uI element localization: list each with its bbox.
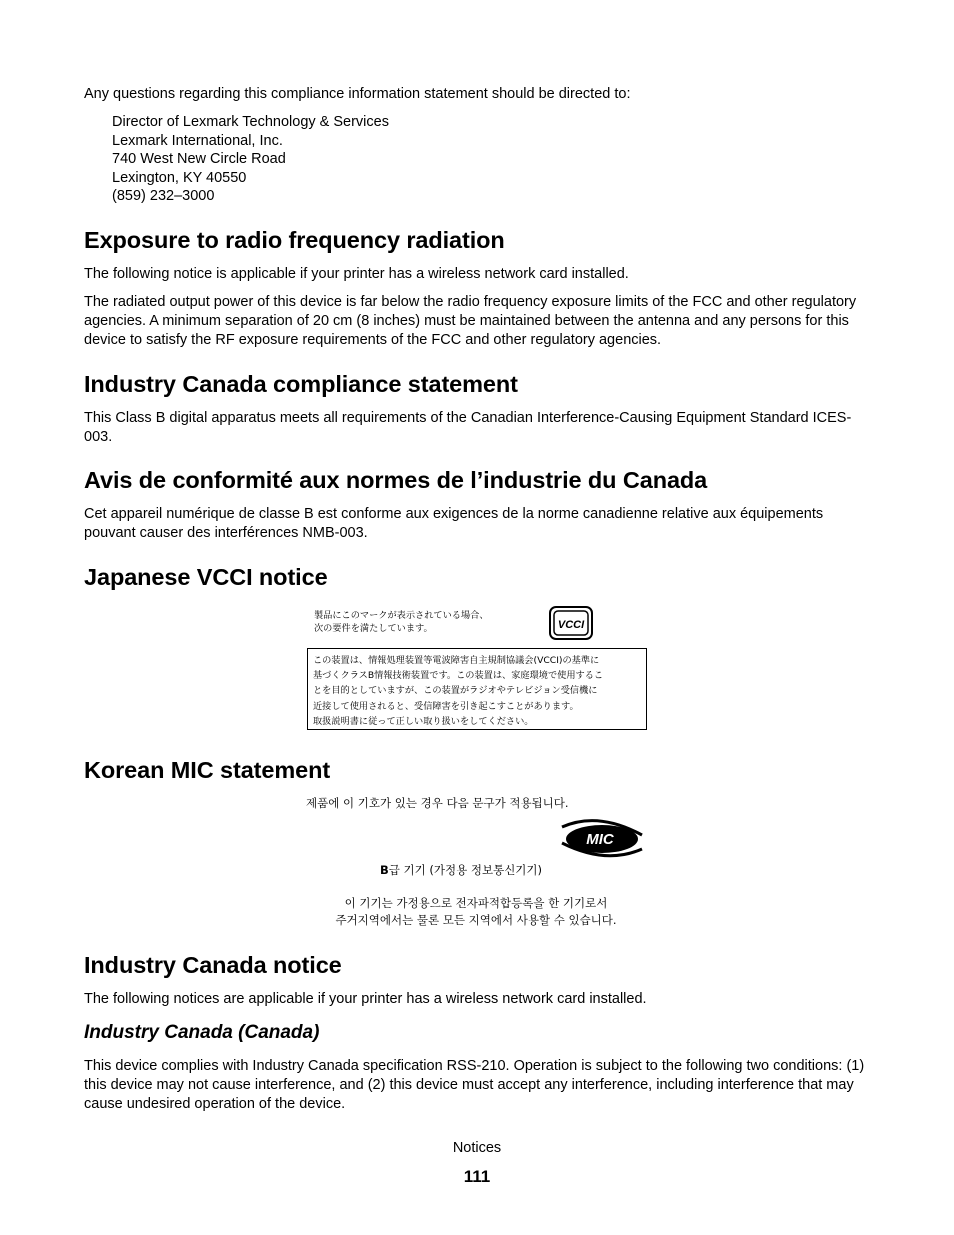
- mic-heading: Korean MIC statement: [84, 757, 331, 783]
- ic-notice-paragraph: The following notices are applicable if your printer has a wireless network card installed.: [84, 991, 647, 1007]
- ic-compliance-heading: Industry Canada compliance statement: [84, 371, 518, 397]
- avis-paragraph: Cet appareil numérique de classe B est conforme aux exigences de la norme canadienne relative aux équipements pouvant causer des interférences NMB-003.: [84, 506, 824, 541]
- rf-paragraph-2: The radiated output power of this device is far below the radio frequency exposure limits of the FCC and other regulatory agencies. A minimum separation of 20 cm (8 inches) must be maintained between the antenna and any persons for this device to satisfy the RF exposure requirements of the FCC and other regulatory agencies.: [84, 294, 857, 348]
- vcci-caption-line: 次の要件を満たしています。: [314, 622, 433, 634]
- address-line: Lexington, KY 40550: [112, 169, 247, 186]
- vcci-notice-box: [307, 648, 647, 730]
- mic-line-1: 제품에 이 기호가 있는 경우 다음 문구가 적용됩니다.: [306, 796, 569, 810]
- address-line: (859) 232–3000: [112, 188, 215, 205]
- mic-class-text: 급 기기 (가정용 정보통신기기): [388, 863, 543, 877]
- vcci-logo-text: VCCI: [557, 619, 585, 631]
- mic-line-3: [306, 895, 646, 929]
- mic-line-2: [380, 862, 542, 878]
- vcci-box-line: 基づくクラスB情報技術装置です。この装置は、家庭環境で使用するこ: [313, 670, 604, 682]
- ic-notice-heading: Industry Canada notice: [84, 952, 342, 978]
- address-line: Director of Lexmark Technology & Services: [112, 114, 389, 130]
- mic-line-3a: 이 기기는 가정용으로 전자파적합등록을 한 기기로서: [344, 896, 608, 910]
- ic-canada-paragraph: This device complies with Industry Canada specification RSS-210. Operation is subject to the following two conditions: (1) this device may not cause interference, and (2) this device must accept any interference, including interference that may cause undesired operation of the device.: [84, 1058, 865, 1112]
- vcci-logo-icon: [549, 606, 593, 640]
- ic-canada-subheading: Industry Canada (Canada): [84, 1022, 320, 1043]
- footer-section-label: Notices: [452, 1140, 502, 1156]
- address-line: Lexmark International, Inc.: [112, 132, 283, 149]
- avis-heading: Avis de conformité aux normes de l’industrie du Canada: [84, 467, 708, 493]
- address-line: 740 West New Circle Road: [112, 151, 286, 168]
- vcci-box-line: この装置は、情報処理装置等電波障害自主規制協議会(VCCI)の基準に: [313, 655, 600, 666]
- mic-line-3b: 주거지역에서는 물론 모든 지역에서 사용할 수 있습니다.: [335, 913, 617, 927]
- vcci-heading: Japanese VCCI notice: [84, 564, 328, 590]
- vcci-box-line: とを目的としていますが、この装置がラジオやテレビジョン受信機に: [313, 685, 598, 697]
- ic-compliance-paragraph: This Class B digital apparatus meets all requirements of the Canadian Interference-Causing Equipment Standard ICES-003.: [84, 410, 852, 445]
- mic-logo-text: MIC: [586, 831, 614, 848]
- vcci-box-line: 取扱説明書に従って正しい取り扱いをしてください。: [313, 715, 534, 727]
- mic-class-letter: B: [380, 863, 389, 877]
- vcci-box-line: 近接して使用されると、受信障害を引き起こすことがあります。: [313, 700, 579, 712]
- page-number: 111: [463, 1167, 491, 1186]
- intro-text: Any questions regarding this compliance information statement should be directed to:: [84, 86, 631, 102]
- vcci-caption-line: 製品にこのマークが表示されている場合、: [314, 610, 489, 621]
- vcci-mark-caption: [314, 610, 489, 635]
- rf-heading: Exposure to radio frequency radiation: [84, 227, 505, 253]
- rf-paragraph-1: The following notice is applicable if your printer has a wireless network card installed.: [84, 266, 629, 282]
- address-block: [112, 113, 389, 206]
- mic-logo-icon: [558, 815, 646, 861]
